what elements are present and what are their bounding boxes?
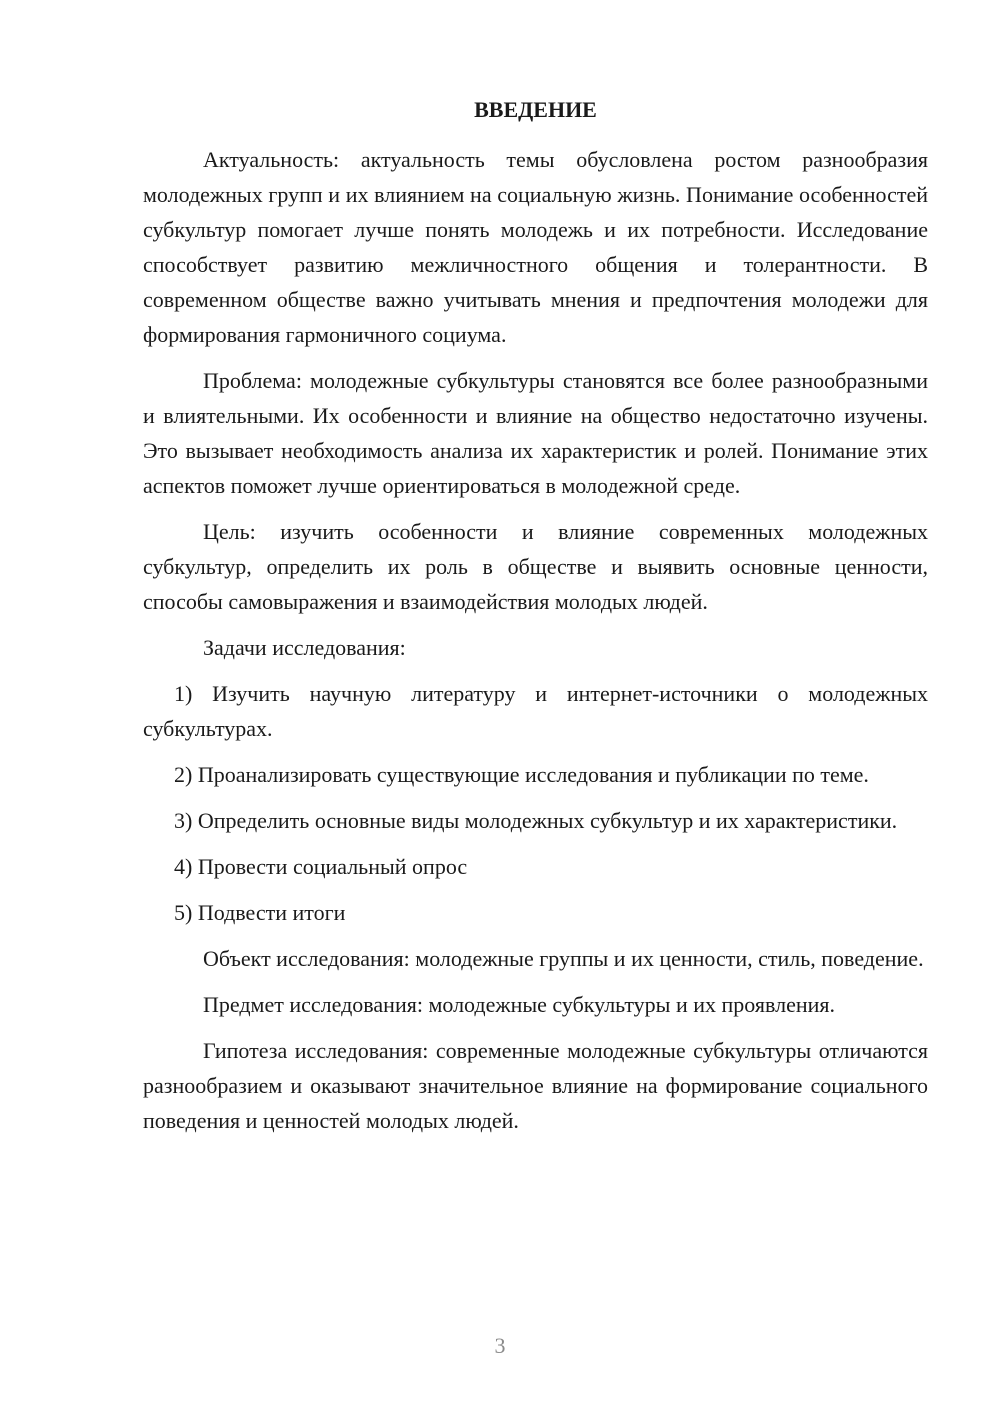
document-page xyxy=(143,92,928,1138)
task-item-2: 2) Проанализировать существующие исследования и публикации по теме. xyxy=(174,762,869,787)
page-title: ВВЕДЕНИЕ xyxy=(474,97,597,122)
subject-paragraph: Предмет исследования: молодежные субкультуры и их проявления. xyxy=(203,992,835,1017)
tasks-title: Задачи исследования: xyxy=(203,635,406,660)
hypothesis-paragraph: Гипотеза исследования: современные молодежные субкультуры отличаются разнообразием и оказывают значительное влияние на формирование социального поведения и ценностей молодых людей. xyxy=(143,1038,928,1133)
task-item-4: 4) Провести социальный опрос xyxy=(174,854,468,879)
object-paragraph: Объект исследования: молодежные группы и их ценности, стиль, поведение. xyxy=(203,946,924,971)
problem-paragraph: Проблема: молодежные субкультуры становятся все более разнообразными и влиятельными. Их особенности и влияние на общество недостаточно изучены. Это вызывает необходимость анализа их характеристик и ролей. Понимание этих аспектов поможет лучше ориентироваться в молодежной среде. xyxy=(143,368,928,498)
relevance-paragraph: Актуальность: актуальность темы обусловлена ростом разнообразия молодежных групп и их влиянием на социальную жизнь. Понимание особенностей субкультур помогает лучше понять молодежь и их потребности. Исследование способствует развитию межличностного общения и толерантности. В современном обществе важно учитывать мнения и предпочтения молодежи для формирования гармоничного социума. xyxy=(143,147,928,347)
task-item-3: 3) Определить основные виды молодежных субкультур и их характеристики. xyxy=(174,808,898,833)
page-number: 3 xyxy=(494,1333,506,1358)
goal-paragraph: Цель: изучить особенности и влияние современных молодежных субкультур, определить их роль в обществе и выявить основные ценности, способы самовыражения и взаимодействия молодых людей. xyxy=(143,519,928,614)
task-item-5: 5) Подвести итоги xyxy=(174,900,346,925)
task-item-1: 1) Изучить научную литературу и интернет-источники о молодежных субкультурах. xyxy=(143,681,928,741)
